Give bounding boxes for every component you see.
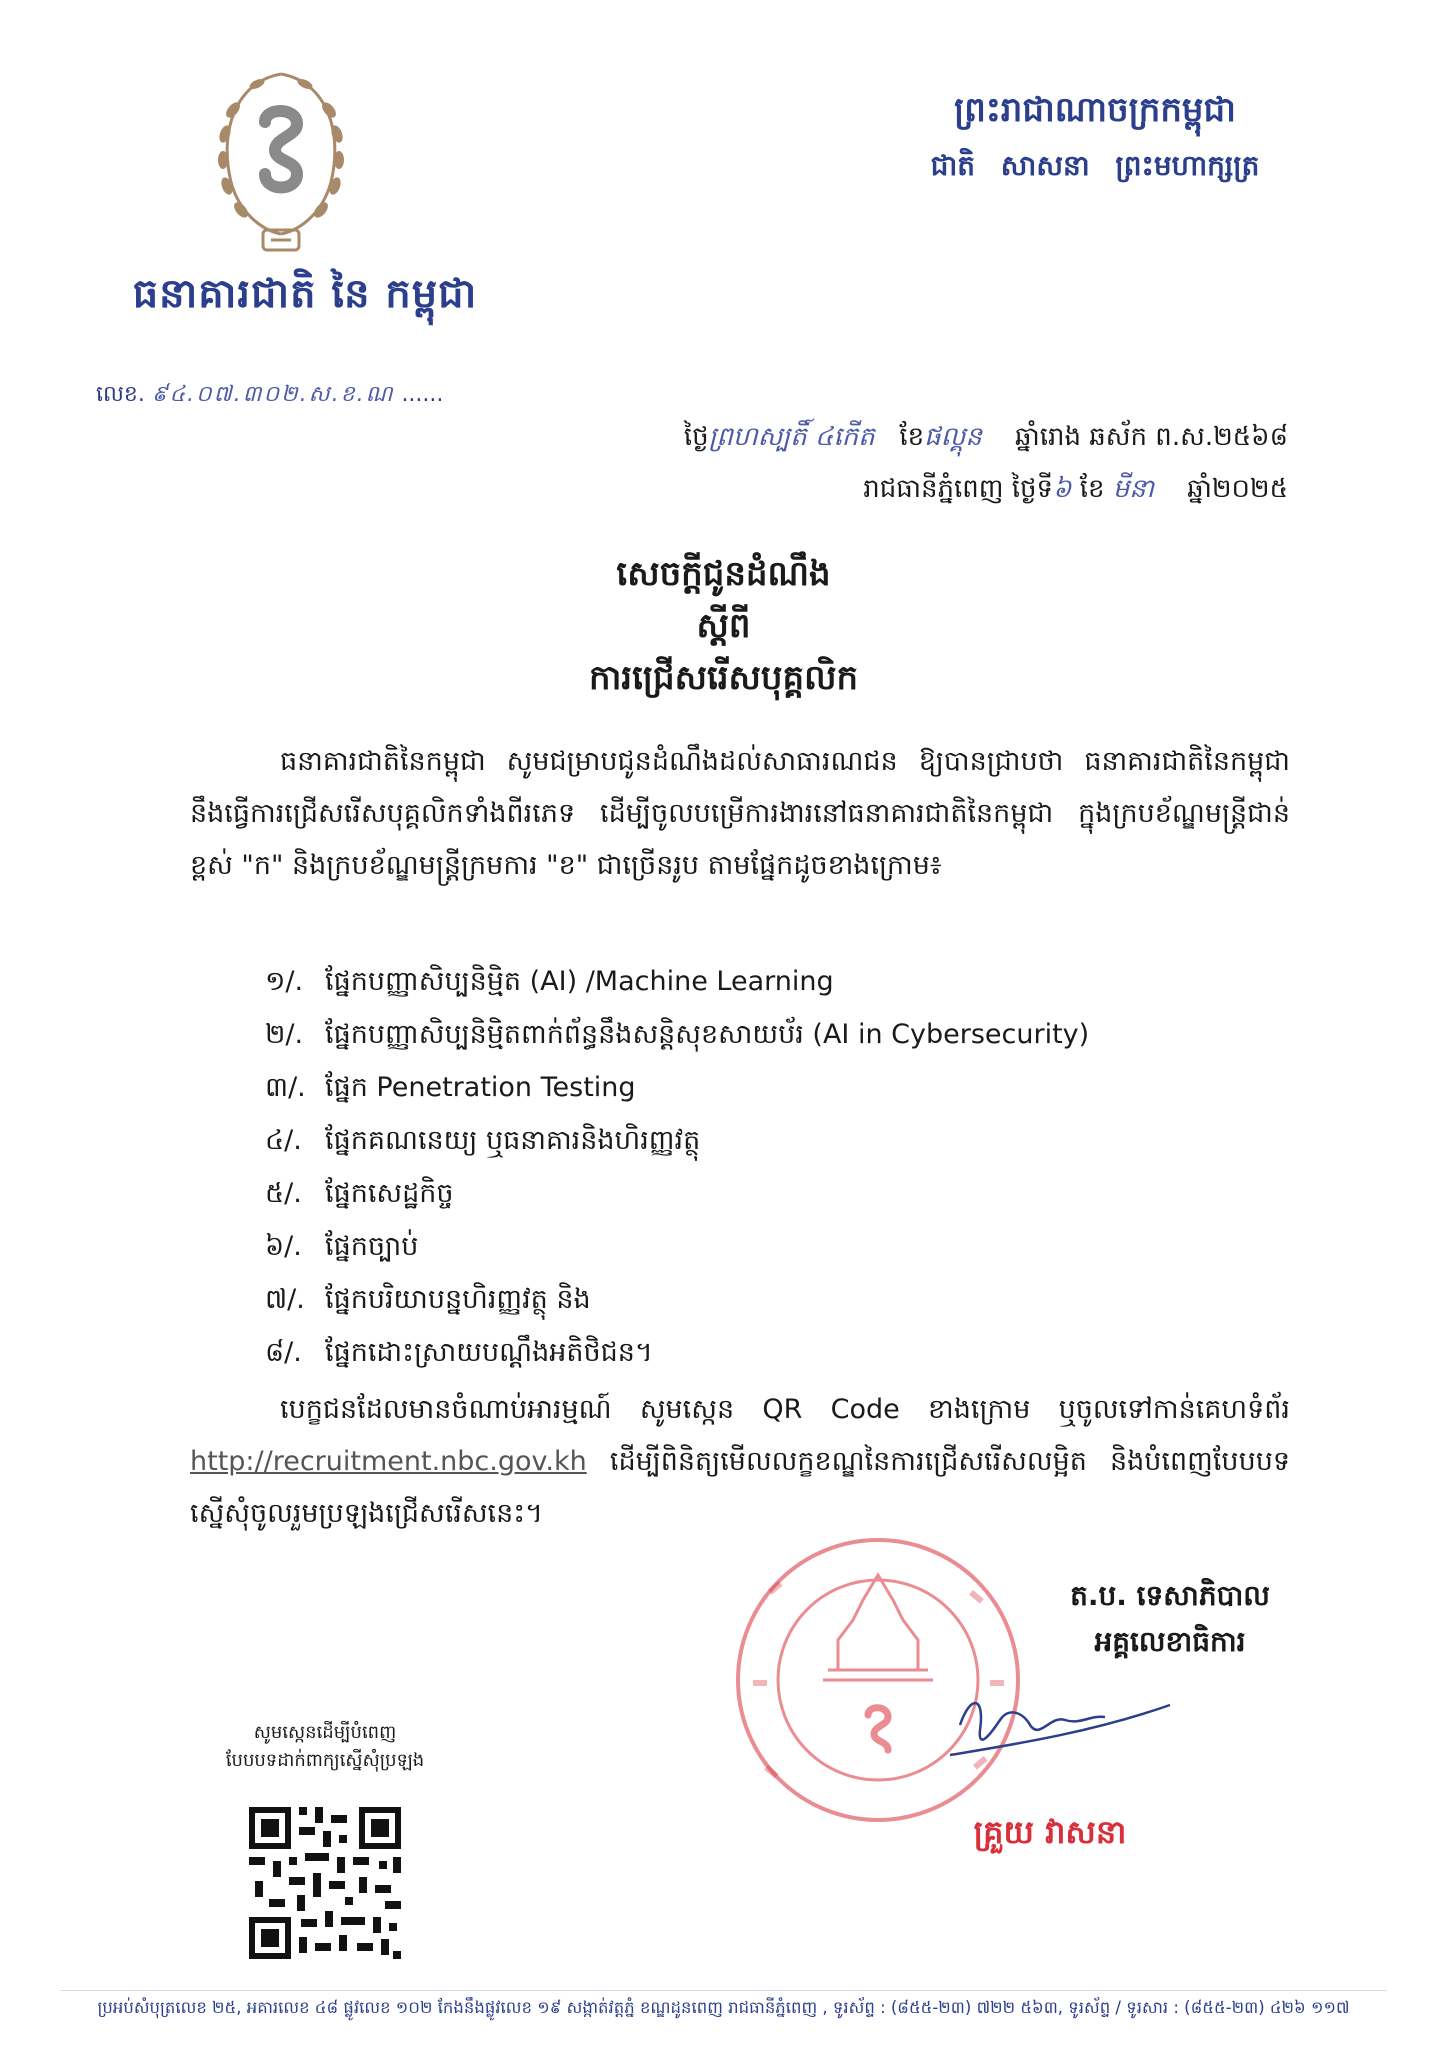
solar-date [420,472,1288,510]
solar-day: ៦ [1053,474,1072,504]
lunar-month: ផល្គុន [924,422,982,452]
recruitment-link[interactable]: http://recruitment.nbc.gov.kh [190,1446,587,1477]
nbc-logo [205,62,357,262]
footer-address: ប្រអប់សំបុត្រលេខ ២៥, អគារលេខ ៤៨ ផ្លូវលេខ ១០២ កែងនឹងផ្លូវលេខ ១៩ សង្កាត់វត្តភ្នំ ខណ្ឌដូនពេញ រាជធានីភ្នំពេញ , ទូរស័ព្ទ : (៨៥៥-២៣) ៧២២ ៥៦៣, ទូរស័ព្ទ / ទូរសារ : (៨៥៥-២៣) ៤២៦ ១១៧ [97,1998,1350,2017]
solar-year: ឆ្នាំ២០២៥ [1187,474,1288,504]
notice-subject-label: ស្តីពី [696,606,751,646]
footer-divider [60,1990,1387,1991]
handwritten-signature [930,1675,1180,1765]
list-item: ៤/. ផ្នែកគណនេយ្យ ឬធនាគារនិងហិរញ្ញវត្ថុ [265,1125,701,1156]
list-item: ១/. ផ្នែកបញ្ញាសិប្បនិម្មិត (AI) /Machine Learning [265,966,834,997]
reference-value: ៩៤.០៧.៣០២.ស.ខ.ណ [151,382,395,407]
lunar-month-prefix: ខែ [899,422,925,452]
position-list [265,958,1265,1382]
closing-text-2: ដើម្បីពិនិត្យមើលលក្ខខណ្ឌនៃការជ្រើសរើសលម្អិត និងបំពេញបែបបទ ស្នើសុំចូលរួមប្រឡងជ្រើសរើសនេះ។ [190,1446,1290,1529]
signatory-title: ត.ប. ទេសាភិបាល [1070,1579,1270,1612]
intro-paragraph: ធនាគារជាតិនៃកម្ពុជា សូមជម្រាបជូនដំណឹងដល់សាធារណជន ឱ្យបានជ្រាបថា ធនាគារជាតិនៃកម្ពុជា នឹងធ្វើការជ្រើសរើសបុគ្គលិកទាំងពីរភេទ ដើម្បីចូលបម្រើការងារនៅធនាគារជាតិនៃកម្ពុជា ក្នុងក្របខ័ណ្ឌមន្ត្រីជាន់ខ្ពស់ "ក" និងក្របខ័ណ្ឌមន្ត្រីក្រមការ "ខ" ជាច្រើនរូប តាមផ្នែកដូចខាងក្រោម៖ [190,746,1290,881]
solar-month: មីនា [1112,474,1154,504]
list-item: ៥/. ផ្នែកសេដ្ឋកិច្ច [265,1178,454,1209]
bank-name: ធនាគារជាតិ នៃ កម្ពុជា [132,271,478,317]
closing-paragraph [190,1384,1290,1540]
notice-title: សេចក្តីជូនដំណឹង [616,554,831,594]
qr-code[interactable] [245,1803,405,1963]
reference-number: លេខ. ៩៤.០៧.៣០២.ស.ខ.ណ ...... [96,382,444,407]
notice-subject: ការជ្រើសរើសបុគ្គលិក [588,658,859,698]
list-item: ៨/. ផ្នែកដោះស្រាយបណ្តឹងអតិថិជន។ [265,1337,653,1368]
lunar-day: ព្រហស្បតិ៍ ៤កើត [708,422,875,452]
signatory-name: គ្រួយ វាសនា [973,1813,1127,1851]
reference-label: លេខ. [96,382,145,407]
list-item: ៧/. ផ្នែកបរិយាបន្នហិរញ្ញវត្ថុ និង [265,1284,591,1315]
lunar-prefix: ថ្ងៃ [683,422,709,452]
list-item: ២/. ផ្នែកបញ្ញាសិប្បនិម្មិតពាក់ព័ន្ធនឹងសន្តិសុខសាយប័រ (AI in Cybersecurity) [265,1019,1090,1050]
kingdom-heading: ព្រះរាជាណាចក្រកម្ពុជា [954,90,1236,130]
qr-caption-line2: បែបបទដាក់ពាក្យស្នើសុំប្រឡង [225,1750,425,1771]
signatory-position: អគ្គលេខាធិការ [1094,1625,1246,1658]
solar-month-prefix: ខែ [1079,474,1105,504]
national-motto: ជាតិ សាសនា ព្រះមហាក្សត្រ [930,149,1260,182]
list-item: ៣/. ផ្នែក Penetration Testing [265,1072,636,1103]
lunar-date [420,420,1288,458]
solar-prefix: រាជធានីភ្នំពេញ ថ្ងៃទី [863,474,1054,504]
qr-caption-line1: សូមស្កេនដើម្បីបំពេញ [253,1722,397,1743]
list-item: ៦/. ផ្នែកច្បាប់ [265,1231,419,1262]
lunar-year: ឆ្នាំរោង ឆស័ក ព.ស.២៥៦៨ [1015,422,1288,452]
closing-text-1: បេក្ខជនដែលមានចំណាប់អារម្មណ៍ សូមស្កេន QR Code ខាងក្រោម ឬចូលទៅកាន់គេហទំព័រ [280,1394,1290,1425]
